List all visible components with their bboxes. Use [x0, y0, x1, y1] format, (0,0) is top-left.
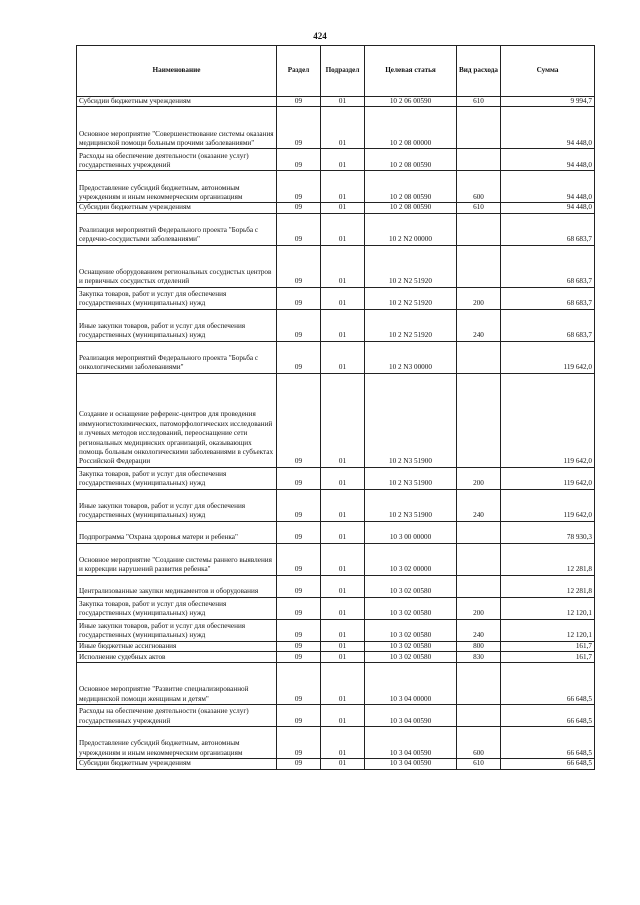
table-row: [77, 663, 595, 705]
table-row: [77, 213, 595, 245]
cell-vid: [457, 341, 501, 373]
cell-statya: 10 2 08 00590: [365, 149, 457, 171]
cell-razdel: 09: [277, 705, 321, 727]
cell-razdel: 09: [277, 575, 321, 597]
table-row: [77, 341, 595, 373]
cell-name: Расходы на обеспечение деятельности (оказание услуг) государственных учреждений: [77, 149, 277, 171]
cell-vid: 240: [457, 619, 501, 641]
cell-name: Создание и оснащение референс-центров для проведения иммуногистохимических, патоморфологических исследований и лучевых методов исследований, переоснащение сети региональных медицинских организаций, оказывающих помощь больным онкологическими заболеваниями в субъектах Российской Федерации: [77, 373, 277, 467]
table-row: [77, 705, 595, 727]
cell-summa: 66 648,5: [501, 727, 595, 759]
cell-vid: [457, 107, 501, 149]
table-row: [77, 597, 595, 619]
table-row: [77, 619, 595, 641]
cell-podrazdel: 01: [321, 467, 365, 489]
cell-razdel: 09: [277, 619, 321, 641]
cell-statya: 10 2 N2 51920: [365, 245, 457, 287]
column-header-podrazdel: Подраздел: [321, 46, 365, 97]
cell-vid: 600: [457, 171, 501, 203]
cell-vid: [457, 705, 501, 727]
column-header-razdel: Раздел: [277, 46, 321, 97]
table-row: [77, 373, 595, 467]
cell-razdel: 09: [277, 543, 321, 575]
cell-podrazdel: 01: [321, 705, 365, 727]
cell-podrazdel: 01: [321, 287, 365, 309]
cell-statya: 10 2 N2 00000: [365, 213, 457, 245]
page-number: 424: [313, 31, 327, 41]
cell-statya: 10 3 04 00590: [365, 759, 457, 769]
cell-vid: 200: [457, 467, 501, 489]
cell-name: Закупка товаров, работ и услуг для обеспечения государственных (муниципальных) нужд: [77, 467, 277, 489]
cell-vid: 600: [457, 727, 501, 759]
cell-podrazdel: 01: [321, 759, 365, 769]
cell-podrazdel: 01: [321, 309, 365, 341]
cell-vid: [457, 213, 501, 245]
cell-podrazdel: 01: [321, 97, 365, 107]
cell-razdel: 09: [277, 489, 321, 521]
cell-summa: 161,7: [501, 641, 595, 651]
cell-name: Иные закупки товаров, работ и услуг для обеспечения государственных (муниципальных) нужд: [77, 489, 277, 521]
cell-podrazdel: 01: [321, 489, 365, 521]
cell-razdel: 09: [277, 652, 321, 663]
cell-podrazdel: 01: [321, 597, 365, 619]
budget-table: [76, 45, 595, 770]
cell-summa: 66 648,5: [501, 705, 595, 727]
cell-podrazdel: 01: [321, 652, 365, 663]
cell-summa: 161,7: [501, 652, 595, 663]
cell-statya: 10 3 04 00590: [365, 727, 457, 759]
cell-vid: 240: [457, 309, 501, 341]
cell-name: Основное мероприятие "Совершенствование системы оказания медицинской помощи больным прочими заболеваниями": [77, 107, 277, 149]
cell-vid: 610: [457, 203, 501, 213]
table-row: [77, 489, 595, 521]
table-row: [77, 759, 595, 769]
table-row: [77, 652, 595, 663]
cell-statya: 10 2 N2 51920: [365, 287, 457, 309]
cell-razdel: 09: [277, 727, 321, 759]
cell-name: Централизованные закупки медикаментов и оборудования: [77, 575, 277, 597]
column-header-summa: Сумма: [501, 46, 595, 97]
cell-name: Реализация мероприятий Федерального проекта "Борьба с сердечно-сосудистыми заболеваниями": [77, 213, 277, 245]
cell-statya: 10 2 N3 51900: [365, 489, 457, 521]
cell-summa: 68 683,7: [501, 309, 595, 341]
cell-summa: 68 683,7: [501, 213, 595, 245]
cell-vid: 200: [457, 287, 501, 309]
cell-razdel: 09: [277, 521, 321, 543]
cell-statya: 10 3 02 00580: [365, 597, 457, 619]
cell-name: Основное мероприятие "Развитие специализированной медицинской помощи женщинам и детям": [77, 663, 277, 705]
cell-statya: 10 2 08 00590: [365, 171, 457, 203]
cell-name: Иные закупки товаров, работ и услуг для обеспечения государственных (муниципальных) нужд: [77, 619, 277, 641]
cell-statya: 10 2 08 00590: [365, 203, 457, 213]
cell-name: Субсидии бюджетным учреждениям: [77, 97, 277, 107]
cell-podrazdel: 01: [321, 575, 365, 597]
cell-summa: 119 642,0: [501, 341, 595, 373]
cell-vid: 200: [457, 597, 501, 619]
cell-podrazdel: 01: [321, 213, 365, 245]
cell-summa: 12 281,8: [501, 543, 595, 575]
table-row: [77, 727, 595, 759]
cell-razdel: 09: [277, 97, 321, 107]
cell-podrazdel: 01: [321, 663, 365, 705]
cell-summa: 68 683,7: [501, 287, 595, 309]
cell-name: Иные закупки товаров, работ и услуг для обеспечения государственных (муниципальных) нужд: [77, 309, 277, 341]
cell-razdel: 09: [277, 309, 321, 341]
cell-razdel: 09: [277, 245, 321, 287]
cell-name: Закупка товаров, работ и услуг для обеспечения государственных (муниципальных) нужд: [77, 287, 277, 309]
cell-vid: [457, 521, 501, 543]
cell-podrazdel: 01: [321, 171, 365, 203]
cell-razdel: 09: [277, 149, 321, 171]
table-header-row: [77, 46, 595, 97]
table-row: [77, 467, 595, 489]
cell-vid: 830: [457, 652, 501, 663]
table-row: [77, 287, 595, 309]
cell-razdel: 09: [277, 759, 321, 769]
cell-podrazdel: 01: [321, 543, 365, 575]
cell-vid: 610: [457, 759, 501, 769]
cell-razdel: 09: [277, 287, 321, 309]
cell-summa: 12 120,1: [501, 619, 595, 641]
cell-summa: 66 648,5: [501, 759, 595, 769]
cell-razdel: 09: [277, 341, 321, 373]
table-body: [77, 97, 595, 770]
cell-vid: [457, 543, 501, 575]
cell-summa: 12 281,8: [501, 575, 595, 597]
cell-statya: 10 2 08 00000: [365, 107, 457, 149]
cell-statya: 10 2 06 00590: [365, 97, 457, 107]
cell-vid: [457, 663, 501, 705]
cell-vid: 610: [457, 97, 501, 107]
cell-vid: [457, 149, 501, 171]
cell-summa: 68 683,7: [501, 245, 595, 287]
cell-podrazdel: 01: [321, 203, 365, 213]
cell-name: Предоставление субсидий бюджетным, автономным учреждениям и иным некоммерческим организациям: [77, 171, 277, 203]
cell-statya: 10 2 N3 51900: [365, 373, 457, 467]
cell-statya: 10 3 02 00580: [365, 575, 457, 597]
cell-vid: [457, 373, 501, 467]
cell-razdel: 09: [277, 203, 321, 213]
cell-name: Подпрограмма "Охрана здоровья матери и ребенка": [77, 521, 277, 543]
cell-razdel: 09: [277, 107, 321, 149]
cell-statya: 10 3 02 00000: [365, 543, 457, 575]
table-row: [77, 97, 595, 107]
column-header-name: Наименование: [77, 46, 277, 97]
cell-summa: 94 448,0: [501, 149, 595, 171]
cell-podrazdel: 01: [321, 373, 365, 467]
cell-vid: 240: [457, 489, 501, 521]
cell-vid: [457, 575, 501, 597]
cell-razdel: 09: [277, 641, 321, 651]
table-row: [77, 171, 595, 203]
cell-name: Исполнение судебных актов: [77, 652, 277, 663]
table-row: [77, 521, 595, 543]
table-row: [77, 107, 595, 149]
cell-summa: 9 994,7: [501, 97, 595, 107]
cell-name: Закупка товаров, работ и услуг для обеспечения государственных (муниципальных) нужд: [77, 597, 277, 619]
table-row: [77, 245, 595, 287]
cell-statya: 10 3 02 00580: [365, 641, 457, 651]
cell-statya: 10 3 04 00000: [365, 663, 457, 705]
cell-vid: [457, 245, 501, 287]
table-row: [77, 543, 595, 575]
cell-statya: 10 2 N3 00000: [365, 341, 457, 373]
cell-summa: 94 448,0: [501, 203, 595, 213]
cell-podrazdel: 01: [321, 245, 365, 287]
cell-name: Оснащение оборудованием региональных сосудистых центров и первичных сосудистых отделений: [77, 245, 277, 287]
cell-podrazdel: 01: [321, 521, 365, 543]
column-header-vid: Вид расхода: [457, 46, 501, 97]
cell-statya: 10 2 N3 51900: [365, 467, 457, 489]
cell-vid: 800: [457, 641, 501, 651]
cell-razdel: 09: [277, 467, 321, 489]
table-row: [77, 575, 595, 597]
cell-podrazdel: 01: [321, 727, 365, 759]
cell-summa: 12 120,1: [501, 597, 595, 619]
cell-summa: 78 930,3: [501, 521, 595, 543]
table-row: [77, 309, 595, 341]
table-row: [77, 641, 595, 651]
cell-summa: 119 642,0: [501, 489, 595, 521]
cell-razdel: 09: [277, 373, 321, 467]
cell-podrazdel: 01: [321, 619, 365, 641]
cell-summa: 94 448,0: [501, 107, 595, 149]
cell-statya: 10 3 02 00580: [365, 619, 457, 641]
cell-razdel: 09: [277, 597, 321, 619]
cell-statya: 10 3 02 00580: [365, 652, 457, 663]
cell-summa: 119 642,0: [501, 467, 595, 489]
cell-podrazdel: 01: [321, 341, 365, 373]
cell-podrazdel: 01: [321, 107, 365, 149]
cell-statya: 10 3 00 00000: [365, 521, 457, 543]
cell-razdel: 09: [277, 171, 321, 203]
column-header-statya: Целевая статья: [365, 46, 457, 97]
cell-summa: 119 642,0: [501, 373, 595, 467]
table-row: [77, 203, 595, 213]
table-row: [77, 149, 595, 171]
cell-name: Иные бюджетные ассигнования: [77, 641, 277, 651]
cell-razdel: 09: [277, 213, 321, 245]
cell-name: Реализация мероприятий Федерального проекта "Борьба с онкологическими заболеваниями": [77, 341, 277, 373]
cell-statya: 10 3 04 00590: [365, 705, 457, 727]
cell-name: Предоставление субсидий бюджетным, автономным учреждениям и иным некоммерческим организациям: [77, 727, 277, 759]
cell-razdel: 09: [277, 663, 321, 705]
cell-podrazdel: 01: [321, 641, 365, 651]
cell-name: Субсидии бюджетным учреждениям: [77, 203, 277, 213]
cell-name: Основное мероприятие "Создание системы раннего выявления и коррекции нарушений развития ребенка": [77, 543, 277, 575]
cell-name: Субсидии бюджетным учреждениям: [77, 759, 277, 769]
cell-summa: 94 448,0: [501, 171, 595, 203]
cell-podrazdel: 01: [321, 149, 365, 171]
cell-summa: 66 648,5: [501, 663, 595, 705]
cell-name: Расходы на обеспечение деятельности (оказание услуг) государственных учреждений: [77, 705, 277, 727]
cell-statya: 10 2 N2 51920: [365, 309, 457, 341]
